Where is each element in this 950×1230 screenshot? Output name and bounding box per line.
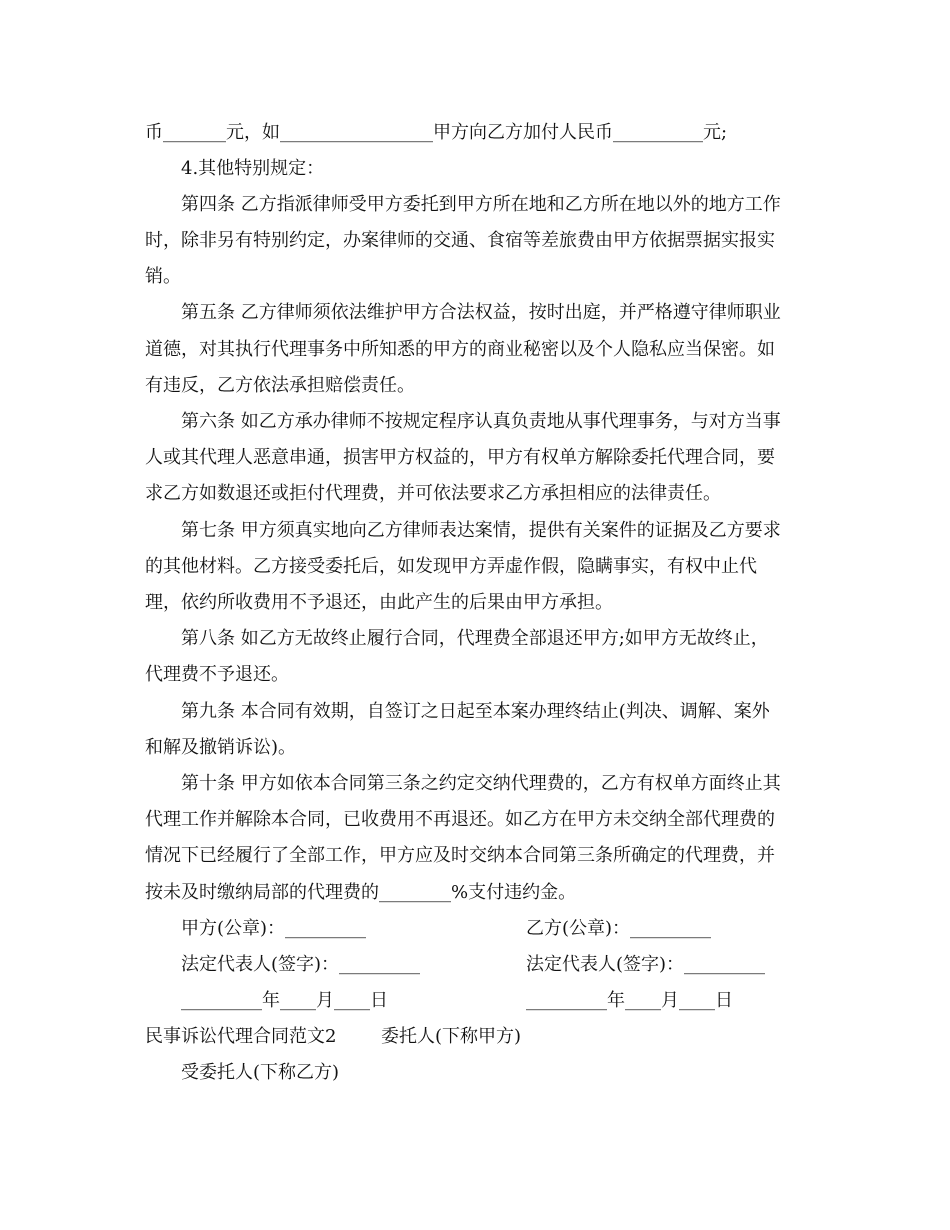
- fee-clause-line: 币_______元，如_________________甲方向乙方加付人民币__________元;: [145, 122, 728, 143]
- article-10-line-4: 按未及时缴纳局部的代理费的________%支付违约金。: [145, 882, 577, 903]
- article-8-line-1: 第八条 如乙方无故终止履行合同，代理费全部退还甲方;如甲方无故终止，: [181, 628, 769, 649]
- party-a-representative: 法定代表人(签字)：_________: [181, 954, 421, 975]
- article-4-line-1: 第四条 乙方指派律师受甲方委托到甲方所在地和乙方所在地以外的地方工作: [181, 194, 781, 215]
- principal-line: 委托人(下称甲方): [381, 1026, 522, 1047]
- article-6-line-3: 求乙方如数退还或拒付代理费，并可依法要求乙方承担相应的法律责任。: [145, 483, 721, 504]
- article-8-line-2: 代理费不予退还。: [145, 664, 289, 685]
- party-a-date: _________年____月____日: [181, 990, 388, 1011]
- article-5-line-2: 道德，对其执行代理事务中所知悉的甲方的商业秘密以及个人隐私应当保密。如: [145, 339, 775, 360]
- section-heading: 民事诉讼代理合同范文2: [145, 1026, 337, 1047]
- article-7-line-1: 第七条 甲方须真实地向乙方律师表达案情，提供有关案件的证据及乙方要求: [181, 520, 781, 541]
- agent-line: 受委托人(下称乙方): [181, 1062, 340, 1083]
- article-10-line-3: 情况下已经履行了全部工作，甲方应及时交纳本合同第三条所确定的代理费，并: [145, 845, 775, 866]
- article-5-line-1: 第五条 乙方律师须依法维护甲方合法权益，按时出庭，并严格遵守律师职业: [181, 302, 781, 323]
- article-7-line-2: 的其他材料。乙方接受委托后，如发现甲方弄虚作假，隐瞒事实，有权中止代: [145, 556, 757, 577]
- special-provisions-line: 4.其他特别规定：: [181, 158, 325, 179]
- article-4-line-3: 销。: [145, 266, 181, 287]
- article-4-line-2: 时，除非另有特别约定，办案律师的交通、食宿等差旅费由甲方依据票据实报实: [145, 230, 775, 251]
- article-9-line-2: 和解及撤销诉讼)。: [145, 737, 297, 758]
- article-10-line-1: 第十条 甲方如依本合同第三条之约定交纳代理费的，乙方有权单方面终止其: [181, 773, 781, 794]
- article-6-line-1: 第六条 如乙方承办律师不按规定程序认真负责地从事代理事务，与对方当事: [181, 411, 781, 432]
- party-b-representative: 法定代表人(签字)：_________: [526, 954, 766, 975]
- article-10-line-2: 代理工作并解除本合同，已收费用不再退还。如乙方在甲方未交纳全部代理费的: [145, 809, 775, 830]
- party-a-seal: 甲方(公章)：_________: [181, 918, 367, 939]
- party-b-seal: 乙方(公章)：_________: [526, 918, 712, 939]
- article-5-line-3: 有违反，乙方依法承担赔偿责任。: [145, 375, 415, 396]
- party-b-date: _________年____月____日: [526, 990, 733, 1011]
- article-6-line-2: 人或其代理人恶意串通，损害甲方权益的，甲方有权单方解除委托代理合同，要: [145, 447, 775, 468]
- article-9-line-1: 第九条 本合同有效期，自签订之日起至本案办理终结止(判决、调解、案外: [181, 701, 770, 722]
- article-7-line-3: 理，依约所收费用不予退还，由此产生的后果由甲方承担。: [145, 592, 613, 613]
